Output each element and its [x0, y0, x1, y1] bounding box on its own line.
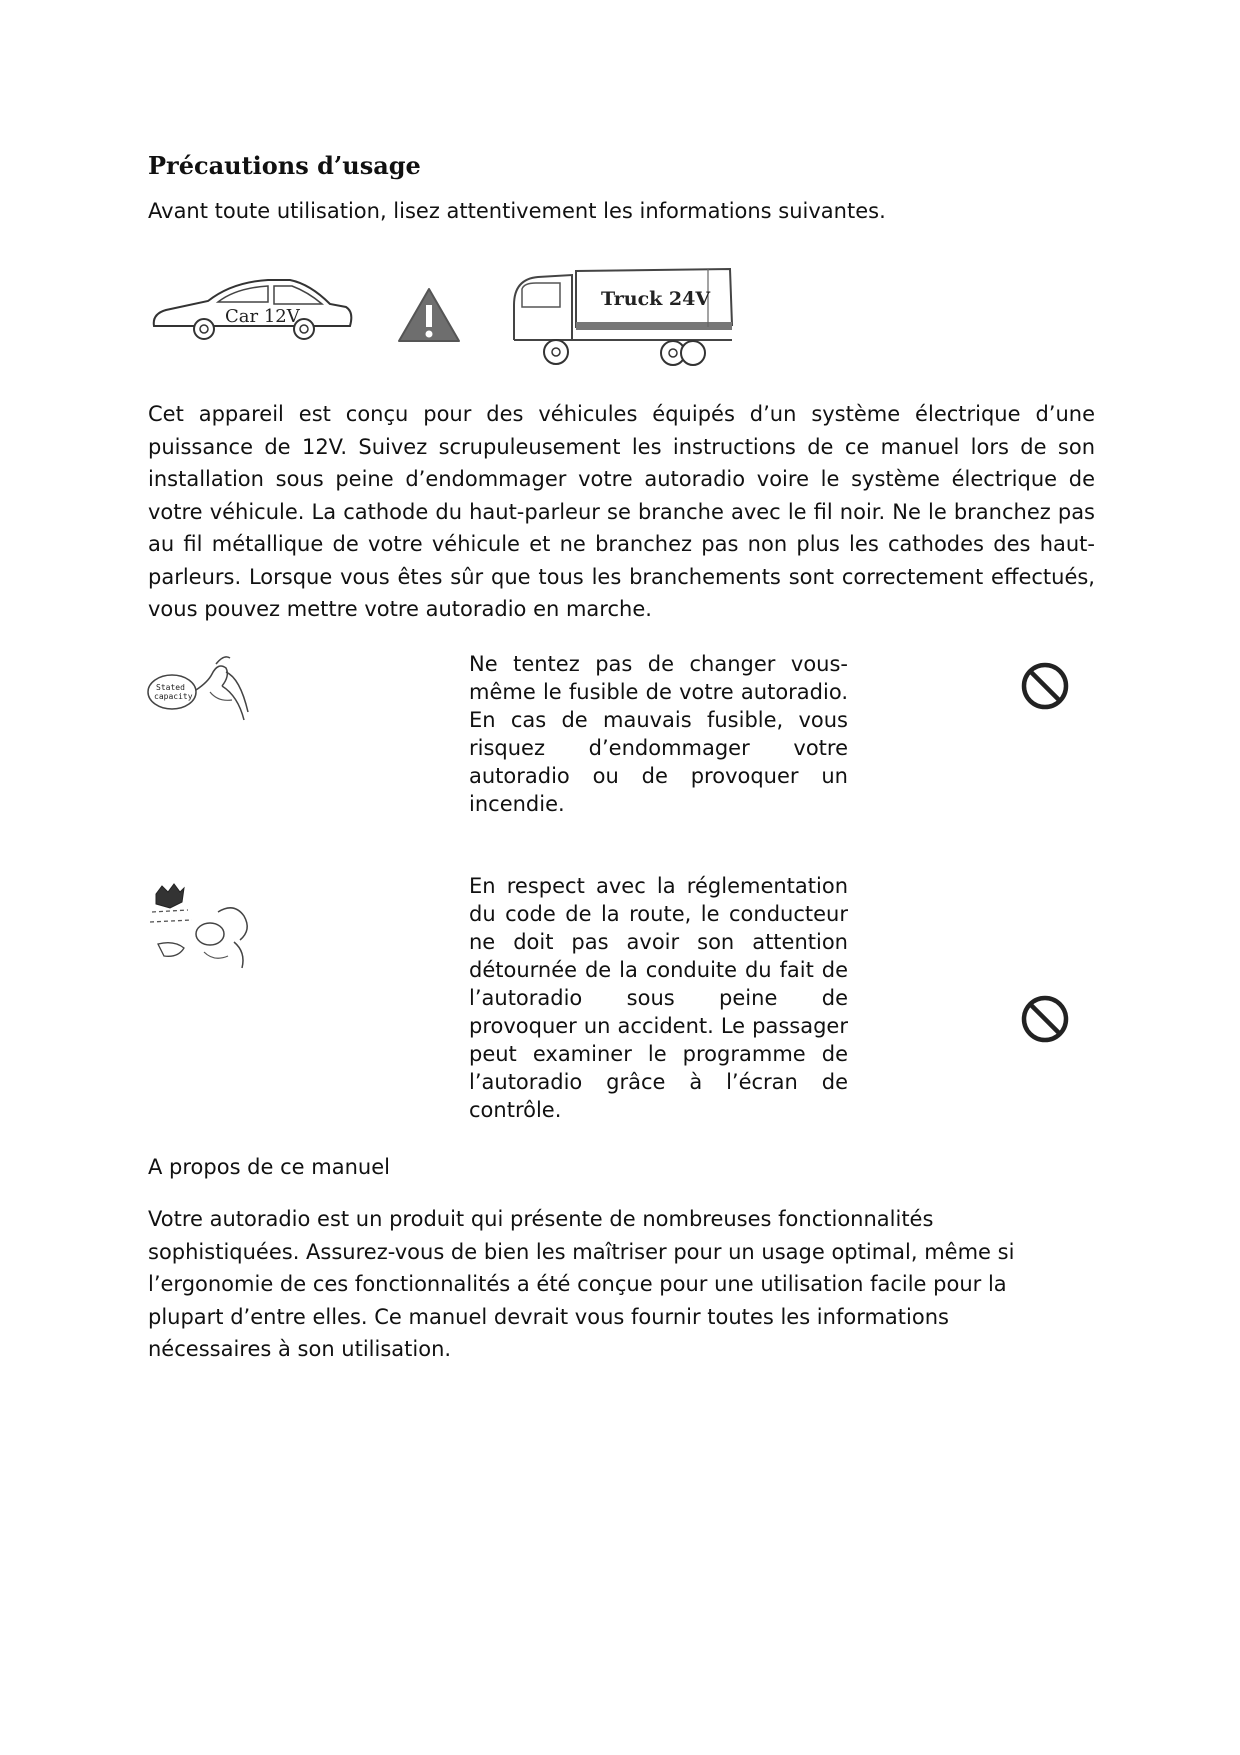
fuse-label-line2: capacity: [154, 692, 193, 701]
fuse-label-line1: Stated: [156, 683, 185, 692]
warning-triangle-icon: [396, 285, 462, 345]
body-paragraph: Cet appareil est conçu pour des véhicules équipés d’un système électrique d’une puissance de 12V. Suivez scrupuleusement les instructions de ce manuel lors de son installation sous peine d’endommager votre autoradio voire le système électrique de votre véhicule. La cathode du haut-parleur se branche avec le fil noir. Ne le branchez pas au fil métallique de votre véhicule et ne branchez pas non plus les cathodes des haut-parleurs. Lorsque vous êtes sûr que tous les branchements sont correctement effectués, vous pouvez mettre votre autoradio en marche.: [148, 402, 1095, 621]
driver-distraction-illustration: [148, 882, 258, 982]
truck-illustration: [508, 265, 738, 375]
page-title: Précautions d’usage: [148, 151, 421, 180]
car-illustration: [150, 276, 355, 348]
prohibited-icon: [1019, 993, 1071, 1045]
manual-heading: A propos de ce manuel: [148, 1155, 390, 1179]
intro-text: Avant toute utilisation, lisez attentivement les informations suivantes.: [148, 199, 886, 223]
prohibited-icon: [1019, 660, 1071, 712]
manual-paragraph: Votre autoradio est un produit qui présente de nombreuses fonctionnalités sophistiquées. Assurez-vous de bien les maîtriser pour un usage optimal, même si l’ergonomie de ces fonctionnalités a été conçue pour une utilisation facile pour la plupart d’entre elles. Ce manuel devrait vous fournir toutes les informations nécessaires à son utilisation.: [148, 1207, 1015, 1361]
car-label: Car 12V: [225, 306, 300, 327]
truck-label: Truck 24V: [601, 288, 711, 310]
fuse-hand-illustration: [148, 652, 258, 727]
warning-fuse-text: Ne tentez pas de changer vous-même le fusible de votre autoradio. En cas de mauvais fusible, vous risquez d’endommager votre autoradio ou de provoquer un incendie.: [469, 652, 848, 816]
warning-driver-text: En respect avec la réglementation du code de la route, le conducteur ne doit pas avoir son attention détournée de la conduite du fait de l’autoradio sous peine de provoquer un accident. Le passager peut examiner le programme de l’autoradio grâce à l’écran de contrôle.: [469, 874, 848, 1122]
